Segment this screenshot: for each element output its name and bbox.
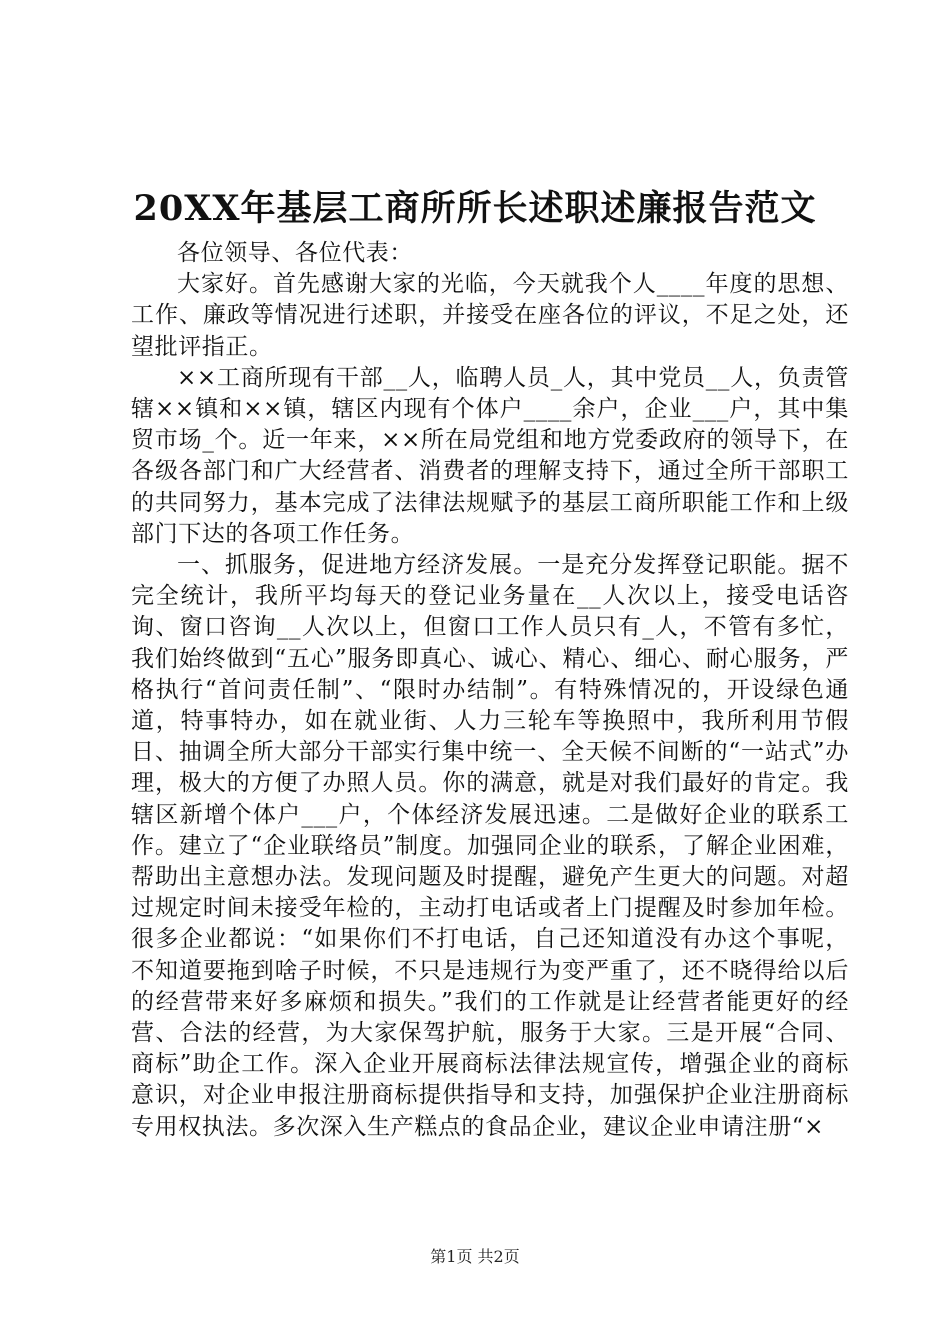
paragraph-overview: ××工商所现有干部__人，临聘人员_人，其中党员__人，负责管辖××镇和××镇，辖区内现有个体户____余户，企业___户，其中集贸市场_个。近一年来，××所在局党组和地方党委政府的领导下，在各级各部门和广大经营者、消费者的理解支持下，通过全所干部职工的共同努力，基本完成了法律法规赋予的基层工商所职能工作和上级部门下达的各项工作任务。 (131, 364, 849, 547)
document-title: 20XX年基层工商所所长述职述廉报告范文 (133, 188, 817, 229)
document-body (131, 238, 849, 1143)
paragraph-service: 一、抓服务，促进地方经济发展。一是充分发挥登记职能。据不完全统计，我所平均每天的登记业务量在__人次以上，接受电话咨询、窗口咨询__人次以上，但窗口工作人员只有_人，不管有多忙，我们始终做到“五心”服务即真心、诚心、精心、细心、耐心服务，严格执行“首问责任制”、“限时办结制”。有特殊情况的，开设绿色通道，特事特办，如在就业街、人力三轮车等换照中，我所利用节假日、抽调全所大部分干部实行集中统一、全天候不间断的“一站式”办理，极大的方便了办照人员。你的满意，就是对我们最好的肯定。我辖区新增个体户___户，个体经济发展迅速。二是做好企业的联系工作。建立了“企业联络员”制度。加强同企业的联系，了解企业困难，帮助出主意想办法。发现问题及时提醒，避免产生更大的问题。对超过规定时间未接受年检的，主动打电话或者上门提醒及时参加年检。很多企业都说：“如果你们不打电话，自己还知道没有办这个事呢，不知道要拖到啥子时候，不只是违规行为变严重了，还不晓得给以后的经营带来好多麻烦和损失。”我们的工作就是让经营者能更好的经营、合法的经营，为大家保驾护航，服务于大家。三是开展“合同、商标”助企工作。深入企业开展商标法律法规宣传，增强企业的商标意识，对企业申报注册商标提供指导和支持，加强保护企业注册商标专用权执法。多次深入生产糕点的食品企业，建议企业申请注册“× (131, 552, 849, 1140)
salutation: 各位领导、各位代表： (177, 240, 413, 266)
page-number-footer: 第1页 共2页 (430, 1247, 520, 1266)
paragraph-greeting: 大家好。首先感谢大家的光临，今天就我个人____年度的思想、工作、廉政等情况进行述职，并接受在座各位的评议，不足之处，还望批评指正。 (131, 271, 849, 360)
